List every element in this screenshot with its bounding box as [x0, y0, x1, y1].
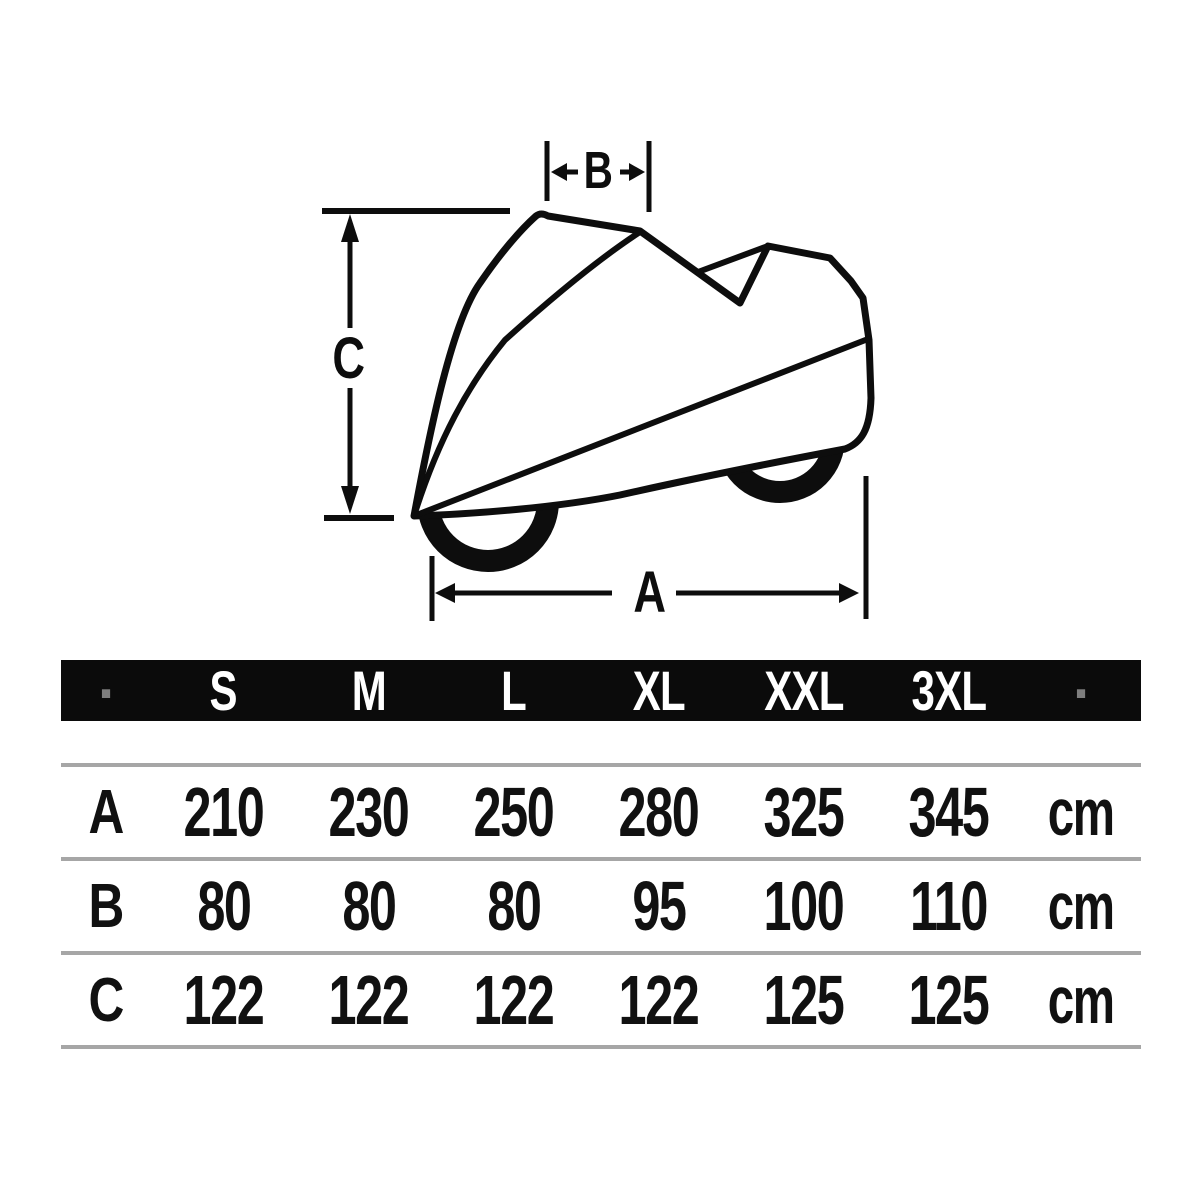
row-c-value-s: 122: [183, 961, 264, 1039]
row-b-value-xl: 95: [631, 867, 686, 945]
row-b-label: B: [88, 871, 124, 941]
dim-label-a: A: [633, 560, 667, 626]
row-b-value-s: 80: [196, 867, 251, 945]
size-col-xl: [586, 658, 731, 723]
size-table-header: . S M L XL XXL 3XL .: [61, 660, 1141, 721]
c-arrowhead-down: [341, 486, 359, 514]
a-arrowhead-right: [839, 583, 859, 603]
row-c-value-m: 122: [328, 961, 409, 1039]
row-b-unit: cm: [1048, 869, 1114, 943]
size-col-xl-label: XL: [632, 659, 685, 722]
row-c-label-cell: [61, 965, 151, 1036]
header-gap: [61, 721, 1141, 763]
size-col-s-label: S: [209, 659, 238, 722]
row-c-value-3xl: 125: [908, 961, 989, 1039]
size-col-3xl-label: 3XL: [911, 659, 986, 722]
row-c-unit: cm: [1048, 963, 1114, 1037]
size-col-l: [441, 658, 586, 723]
table-row-a: [61, 763, 1141, 857]
row-a-value-l: 250: [473, 773, 554, 851]
row-a-unit: cm: [1048, 775, 1114, 849]
row-a-value-xxl: 325: [763, 773, 844, 851]
table-row-b: [61, 857, 1141, 951]
table-row-c: [61, 951, 1141, 1045]
size-col-s: [151, 658, 296, 723]
row-b-value-3xl: 110: [910, 867, 987, 945]
row-b-value-m: 80: [341, 867, 396, 945]
row-a-label-cell: [61, 777, 151, 848]
row-b-value-xxl: 100: [763, 867, 844, 945]
size-table: [61, 645, 1141, 1049]
row-a-label: A: [88, 777, 124, 847]
row-a-value-m: 230: [328, 773, 409, 851]
size-col-m-label: M: [351, 659, 386, 722]
a-arrowhead-left: [435, 583, 455, 603]
size-col-3xl: [876, 658, 1021, 723]
row-c-label: C: [88, 965, 124, 1035]
b-arrowhead-right: [629, 163, 645, 181]
row-c-value-xl: 122: [618, 961, 699, 1039]
dim-label-c: C: [332, 326, 365, 392]
c-arrowhead-up: [341, 214, 359, 242]
table-bottom-divider: [61, 1045, 1141, 1049]
row-c-value-xxl: 125: [763, 961, 844, 1039]
size-col-xxl: [731, 658, 876, 723]
row-b-label-cell: [61, 871, 151, 942]
row-a-value-3xl: 345: [908, 773, 989, 851]
row-a-value-xl: 280: [618, 773, 699, 851]
row-c-value-l: 122: [473, 961, 554, 1039]
dim-label-b: B: [583, 141, 613, 200]
size-col-xxl-label: XXL: [763, 659, 844, 722]
b-arrowhead-left: [551, 163, 567, 181]
row-a-value-s: 210: [183, 773, 264, 851]
row-b-value-l: 80: [486, 867, 541, 945]
size-col-m: [296, 658, 441, 723]
size-col-l-label: L: [501, 659, 526, 722]
